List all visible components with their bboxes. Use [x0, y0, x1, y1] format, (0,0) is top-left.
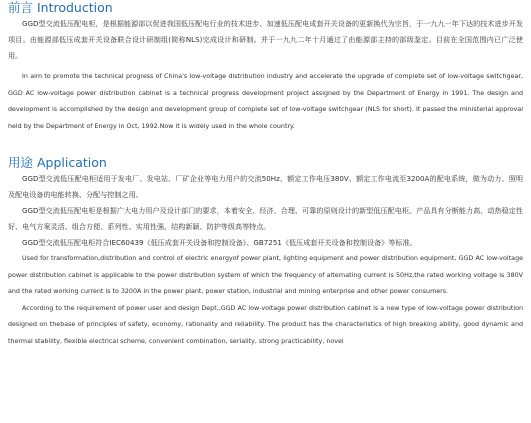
application-paragraph-cn-2: GGD型交流低压配电柜是根据广大电力用户及设计部门的要求，本着安全、经济、合理、可靠的原则设计的新型低压配电柜。产品具有分断能力高、动热稳定性好、电气方案灵活、组合方便、系列性、实用性强、结构新颖、防护等级高等特点。: [8, 206, 523, 231]
intro-paragraph-cn: GGD型交流低压配电柜，是根据能源部以促进我国低压配电行业的技术进步、加速低压配电成套开关设备的更新换代为宗旨，于一九九一年下达的技术进步开发项目。由能源部低压成套开关设备联合设计研制组(简称NLS)完成设计和研制。并于一九九二年十月通过了由能源部主持的部级鉴定。目前在全国范围内已广泛使用。: [8, 19, 523, 60]
section-introduction: [8, 0, 523, 135]
application-paragraph-cn-3: GGD型交流低压配电柜符合IEC60439《低压成套开关设备和控制设备》、GB7251《低压成套开关设备和控制设备》等标准。: [22, 238, 417, 247]
section-title-introduction: 前言 Introduction: [8, 0, 113, 15]
application-paragraph-en-1: Used for transformation,distribution and control of electric energyof power plant, lighting equipment and power distribution equipment, GGD AC low-voltage power distribution cabinet is applicable to the power distribution system of which the frequency of alternating current is 50Hz,the rated working voltage is 380V and the rated working current is to 3200A in the power plant, power station, industrial and mining enterprise and other power consumers.: [8, 255, 523, 295]
application-paragraph-en-2: According to the requirement of power user and design Dept.,GGD AC low-voltage power distribution cabinet is a new type of low-voltage power distribution designed on thebase of principles of safety, economy, rationality and reliability. The product has the characteristics of high breaking ability, good dynamic and thermal stability, flexible electrical scheme, convenient combination, seriality, strong practicability, novel: [8, 304, 523, 345]
application-paragraph-cn-1: GGD型交流低压配电柜适用于发电厂、发电站、厂矿企业等电力用户的交流50Hz、额定工作电压380V、额定工作电流至3200A的配电系统，做为动力、照明及配电设备的电能转换、分配与控制之用。: [8, 174, 523, 199]
section-application: [8, 155, 523, 350]
intro-paragraph-en: In aim to promote the technical progress of China's low-voltage distribution industry and accelerate the upgrade of complete set of low-voltage switchgear, GGD AC low-voltage power distribution cabinet is a technical progress development project assigned by the Department of Energy in 1991. The design and development is accomplished by the design and development group of complete set of low-voltage switchgear (NLS for short). It passed the ministerial approval held by the Department of Energy in Oct, 1992.Now it is widely used in the whole country.: [8, 73, 523, 130]
section-title-application: 用途 Application: [8, 155, 107, 170]
